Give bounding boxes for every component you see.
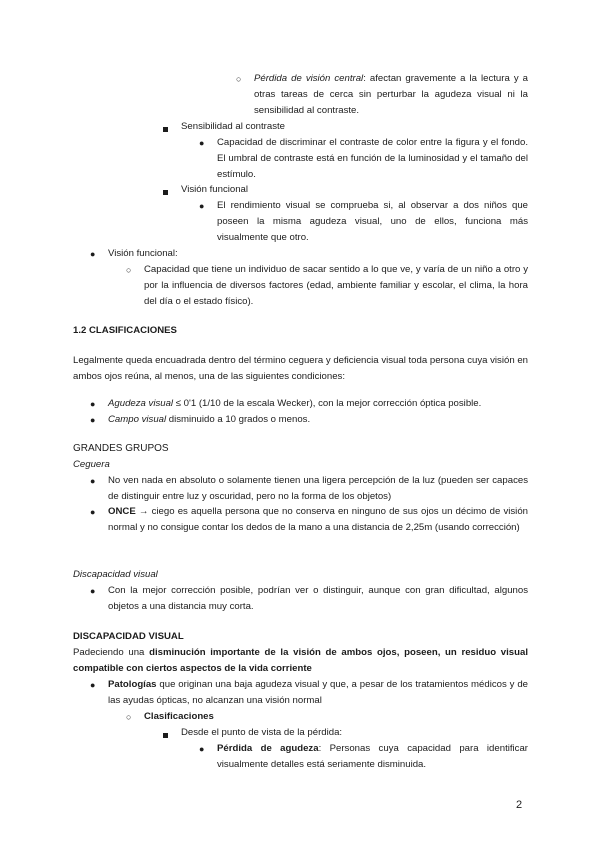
dot-bullet-icon: ● (199, 744, 205, 754)
dot-bullet-icon: ● (199, 201, 205, 211)
contrast-sensitivity-label: Sensibilidad al contraste (181, 121, 285, 132)
classifications-label: Clasificaciones (144, 711, 214, 722)
dot-bullet-icon: ● (90, 249, 96, 259)
page-number: 2 (516, 799, 523, 811)
section-heading: 1.2 CLASIFICACIONES (73, 325, 177, 336)
functional-vision-sub-label: Visión funcional (181, 184, 249, 195)
dot-bullet-icon: ● (90, 586, 96, 596)
central-loss-item: Pérdida de visión central: afectan gravemente a la lectura y a otras tareas de cerca sin perturbar la agudeza visual ni la sensibilidad al contraste. (254, 73, 528, 116)
condition-visual-field: Campo visual disminuido a 10 grados o menos. (108, 414, 311, 425)
dot-bullet-icon: ● (90, 507, 96, 517)
square-bullet-icon (163, 185, 168, 201)
functional-vision-sub-desc: El rendimiento visual se comprueba si, al observar a dos niños que poseen la misma agudeza visual, uno de ellos, funciona más visualmente que otro. (217, 200, 528, 243)
classification-intro: Legalmente queda encuadrada dentro del término ceguera y deficiencia visual toda persona cuya visión en ambos ojos reúna, al menos, una de las siguientes condiciones: (73, 355, 528, 382)
pathologies-item: Patologías que originan una baja agudeza visual y que, a pesar de los tratamientos médicos y de las ayudas ópticas, no alcanzan una visión normal (108, 679, 528, 706)
dot-bullet-icon: ● (90, 399, 96, 409)
perspective-label: Desde el punto de vista de la pérdida: (181, 727, 343, 738)
groups-heading: GRANDES GRUPOS (73, 443, 169, 454)
circle-bullet-icon: ○ (126, 265, 132, 275)
functional-vision-desc: Capacidad que tiene un individuo de sacar sentido a lo que ve, y varía de un niño a otro y por la influencia de diversos factores (edad, ambiente familiar y escolar, el clima, la hora del día o el estado físico). (144, 264, 528, 307)
acuity-loss-item: Pérdida de agudeza: Personas cuya capacidad para identificar visualmente detalles está seriamente disminuida. (217, 743, 528, 770)
dot-bullet-icon: ● (90, 680, 96, 690)
functional-vision-label: Visión funcional: (108, 248, 178, 259)
disability-heading: DISCAPACIDAD VISUAL (73, 631, 184, 642)
square-bullet-icon (163, 728, 168, 744)
dot-bullet-icon: ● (199, 138, 205, 148)
blindness-item: No ven nada en absoluto o solamente tienen una ligera percepción de la luz (pueden ser capaces de distinguir entre luz y oscuridad, pero no la forma de los objetos) (108, 475, 528, 502)
circle-bullet-icon: ○ (126, 712, 132, 722)
visual-disability-item: Con la mejor corrección posible, podrían ver o distinguir, aunque con gran dificultad, algunos objetos a una distancia muy corta. (108, 585, 528, 612)
condition-visual-acuity: Agudeza visual ≤ 0'1 (1/10 de la escala Wecker), con la mejor corrección óptica posible. (108, 398, 482, 409)
blindness-label: Ceguera (73, 459, 110, 470)
dot-bullet-icon: ● (90, 476, 96, 486)
square-bullet-icon (163, 122, 168, 138)
visual-disability-label: Discapacidad visual (73, 569, 158, 580)
disability-intro: Padeciendo una disminución importante de la visión de ambos ojos, poseen, un residuo visual compatible con ciertos aspectos de la vida corriente (73, 647, 529, 674)
circle-bullet-icon: ○ (236, 74, 242, 84)
dot-bullet-icon: ● (90, 415, 96, 425)
once-definition-item: ONCE → ciego es aquella persona que no conserva en ninguno de sus ojos un décimo de visión normal y no consigue contar los dedos de la mano a una distancia de 2,25m (usando corrección) (108, 506, 528, 533)
contrast-sensitivity-desc: Capacidad de discriminar el contraste de color entre la figura y el fondo. El umbral de contraste está en función de la luminosidad y el tamaño del estímulo. (217, 137, 528, 180)
